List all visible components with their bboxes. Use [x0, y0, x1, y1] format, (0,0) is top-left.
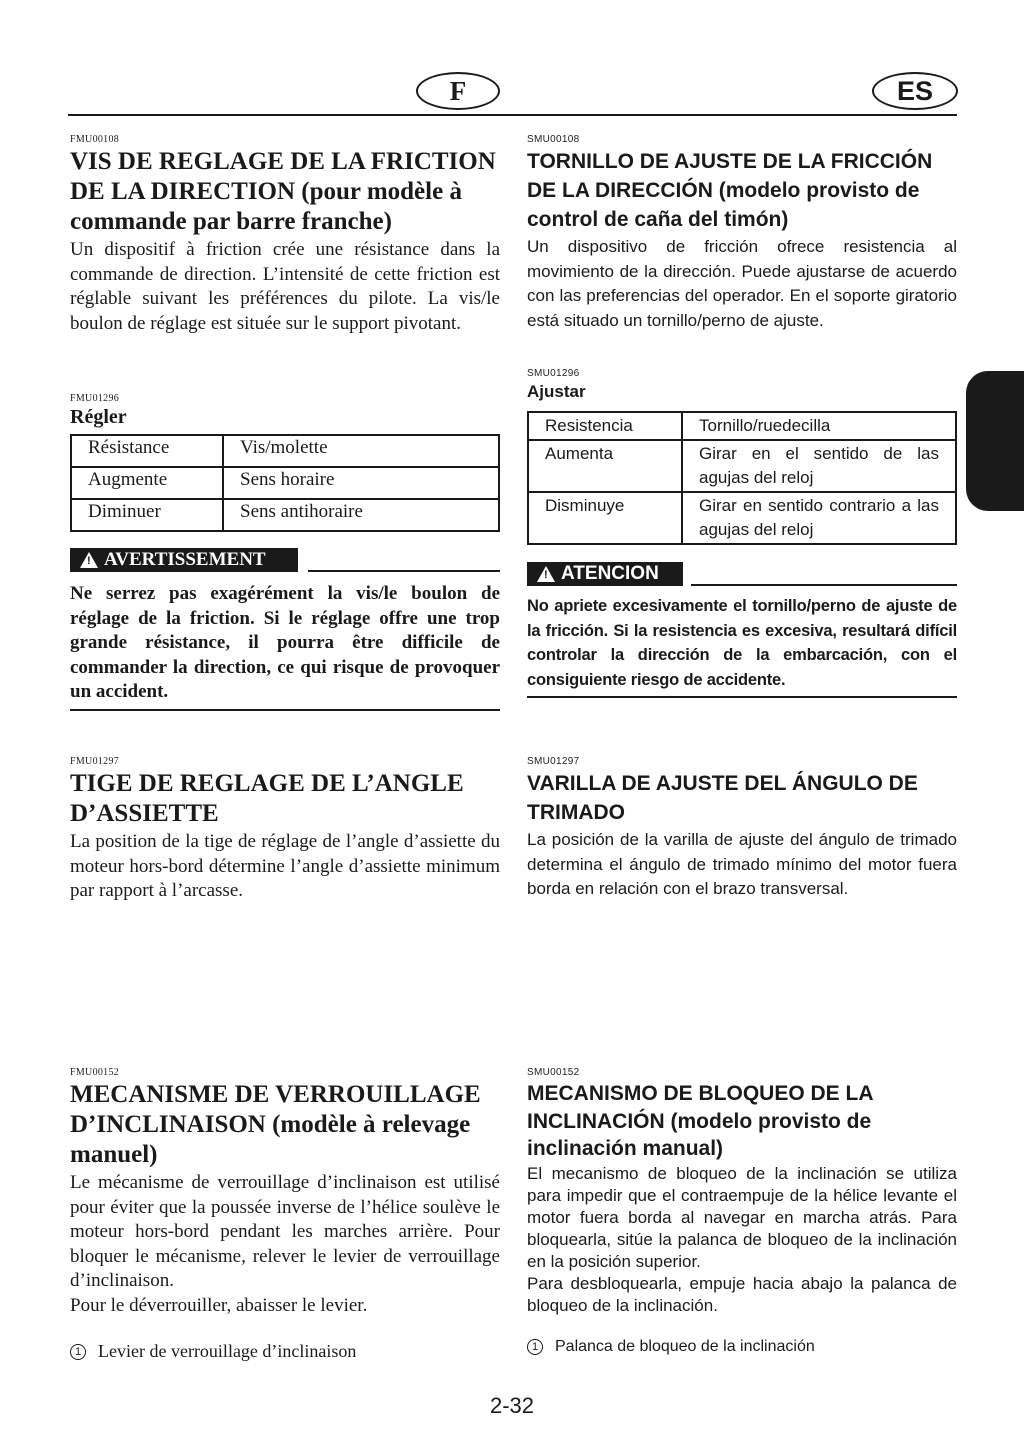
chapter-thumb-tab — [966, 371, 1024, 511]
fr-section-body: Le mécanisme de verrouillage d’inclinaison est utilisé pour éviter que la poussée inverse de l’hélice soulève le moteur hors-bord pendant les marches arrière. Pour bloquer le mécanisme, relever le levier de verrouillage d’inclinaison. — [70, 1172, 500, 1291]
fr-section-code: FMU01296 — [70, 393, 120, 404]
warning-rule — [308, 570, 500, 572]
es-section-code: SMU00152 — [527, 1067, 580, 1078]
table-cell: Disminuye — [528, 492, 682, 544]
table-row — [71, 435, 499, 467]
es-section-code: SMU00108 — [527, 134, 580, 145]
fr-caption-text: Levier de verrouillage d’inclinaison — [98, 1341, 357, 1361]
fr-section-title: VIS DE REGLAGE DE LA FRICTION DE LA DIRECTION (pour modèle à commande par barre franche) — [70, 148, 496, 235]
fr-section-title: TIGE DE REGLAGE DE L’ANGLE D’ASSIETTE — [70, 770, 464, 827]
es-section-code: SMU01296 — [527, 368, 580, 379]
fr-warning-label — [70, 548, 298, 572]
es-section-steering-friction — [527, 134, 957, 333]
es-warning-header — [527, 562, 957, 588]
callout-number: 1 — [70, 1344, 86, 1360]
es-section-tilt-lock — [527, 1067, 957, 1356]
es-warning-label — [527, 562, 683, 586]
warning-end-rule — [527, 696, 957, 698]
table-cell: Girar en sentido contrario a las agujas del reloj — [682, 492, 956, 544]
fr-section-trim-rod — [70, 756, 500, 904]
callout-number: 1 — [527, 1339, 543, 1355]
table-cell: Sens antihoraire — [223, 499, 499, 531]
fr-section-code: FMU00108 — [70, 134, 120, 145]
page-number: 2-32 — [489, 1393, 535, 1418]
fr-section-steering-friction — [70, 134, 500, 336]
table-cell: Girar en el sentido de las agujas del reloj — [682, 440, 956, 492]
fr-section-adjust — [70, 393, 500, 711]
es-section-title: Ajustar — [527, 382, 586, 401]
es-section-adjust — [527, 368, 957, 698]
fr-section-code: FMU01297 — [70, 756, 120, 767]
es-section-body: Un dispositivo de fricción ofrece resistencia al movimiento de la dirección. Puede ajustarse de acuerdo con las preferencias del operador. En el soporte giratorio está situado un tornillo/perno de ajuste. — [527, 237, 957, 330]
language-badge-spanish-label: ES — [896, 75, 934, 106]
es-figure-caption — [527, 1338, 957, 1356]
language-badge-spanish — [872, 72, 958, 110]
table-row — [528, 412, 956, 440]
es-adjust-table — [527, 411, 957, 545]
fr-figure-caption — [70, 1341, 500, 1362]
table-cell: Résistance — [71, 435, 223, 467]
fr-section-title: Régler — [70, 406, 127, 428]
warning-rule — [691, 584, 957, 586]
table-cell: Resistencia — [528, 412, 682, 440]
fr-section-title: MECANISME DE VERROUILLAGE D’INCLINAISON (modèle à relevage manuel) — [70, 1081, 481, 1168]
language-badge-french — [416, 72, 500, 110]
table-cell: Diminuer — [71, 499, 223, 531]
es-section-trim-rod — [527, 756, 957, 902]
table-cell: Augmente — [71, 467, 223, 499]
warning-end-rule — [70, 709, 500, 711]
table-cell: Tornillo/ruedecilla — [682, 412, 956, 440]
es-section-code: SMU01297 — [527, 756, 580, 767]
es-section-title: VARILLA DE AJUSTE DEL ÁNGULO DE TRIMADO — [527, 772, 918, 824]
es-warning-body: No apriete excesivamente el tornillo/perno de ajuste de la fricción. Si la resistencia es excesiva, resultará difícil controlar la dirección de la embarcación, con el consiguiente riesgo de accidente. — [527, 597, 957, 689]
language-badge-french-label: F — [449, 75, 467, 106]
fr-section-tilt-lock — [70, 1067, 500, 1362]
es-warning-text: ATENCION — [561, 563, 659, 584]
warning-triangle-icon: ! — [80, 552, 98, 568]
table-cell: Sens horaire — [223, 467, 499, 499]
fr-warning-header — [70, 548, 500, 574]
fr-section-body: La position de la tige de réglage de l’angle d’assiette du moteur hors-bord détermine l’angle d’assiette minimum par rapport à l’arcasse. — [70, 831, 500, 901]
header-rule — [68, 114, 957, 116]
es-section-title: MECANISMO DE BLOQUEO DE LA INCLINACIÓN (modelo provisto de inclinación manual) — [527, 1082, 873, 1160]
es-section-body: La posición de la varilla de ajuste del ángulo de trimado determina el ángulo de trimado mínimo del motor fuera borda en relación con el brazo transversal. — [527, 830, 957, 898]
warning-triangle-icon: ! — [537, 566, 555, 582]
fr-adjust-table — [70, 434, 500, 532]
table-row — [71, 467, 499, 499]
table-cell: Aumenta — [528, 440, 682, 492]
table-row — [528, 440, 956, 492]
table-cell: Vis/molette — [223, 435, 499, 467]
table-row — [528, 492, 956, 544]
fr-section-body-2: Pour le déverrouiller, abaisser le levier. — [70, 1294, 368, 1316]
fr-warning-text: AVERTISSEMENT — [104, 549, 266, 570]
es-section-body-2: Para desbloquearla, empuje hacia abajo la palanca de bloqueo de la inclinación. — [527, 1273, 957, 1315]
table-row — [71, 499, 499, 531]
fr-section-body: Un dispositif à friction crée une résistance dans la commande de direction. L’intensité de cette friction est réglable suivant les préférences du pilote. La vis/le boulon de réglage est située sur le support pivotant. — [70, 239, 500, 334]
es-section-title: TORNILLO DE AJUSTE DE LA FRICCIÓN DE LA DIRECCIÓN (modelo provisto de control de caña del timón) — [527, 150, 933, 231]
es-caption-text: Palanca de bloqueo de la inclinación — [555, 1337, 815, 1355]
fr-warning-body: Ne serrez pas exagérément la vis/le boulon de réglage de la friction. Si le réglage offre une trop grande résistance, il pourra être difficile de commander la direction, ce qui risque de provoquer un accident. — [70, 583, 500, 702]
fr-section-code: FMU00152 — [70, 1067, 120, 1078]
es-section-body: El mecanismo de bloqueo de la inclinación se utiliza para impedir que el contraempuje de la hélice levante el motor fuera borda al navegar en marcha atrás. Para bloquearla, sitúe la palanca de bloqueo de la inclinación en la posición superior. — [527, 1163, 957, 1271]
